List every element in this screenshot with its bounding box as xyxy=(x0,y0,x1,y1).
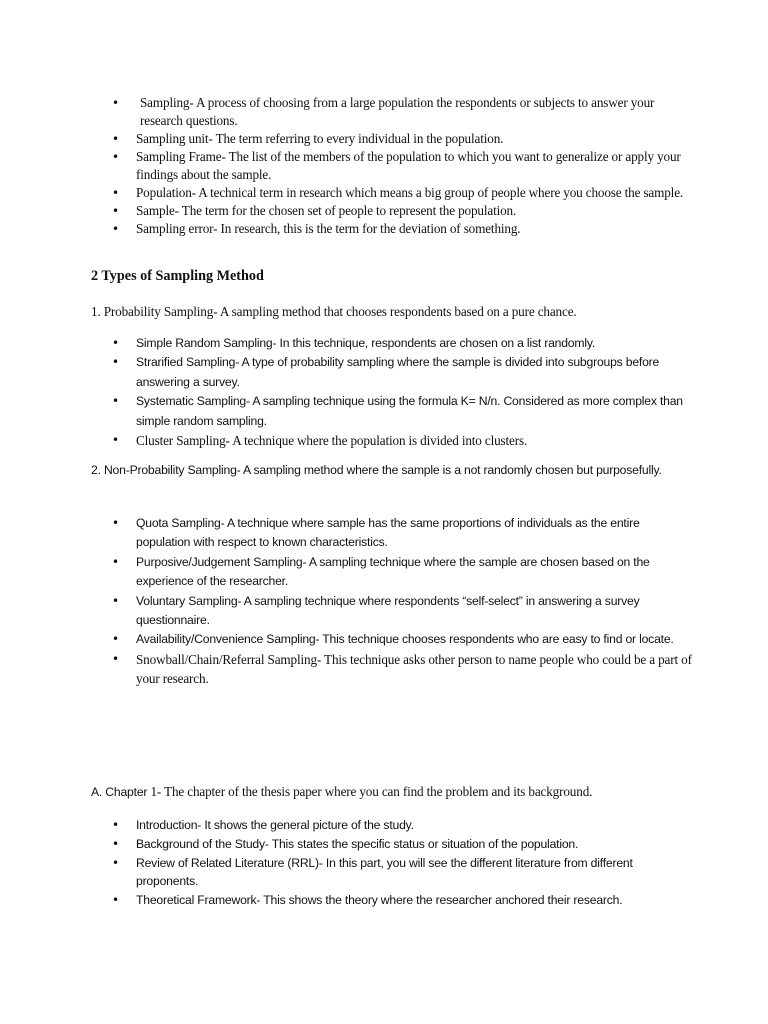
chapter-label: A. Chapter xyxy=(91,785,151,799)
list-item: • Introduction- It shows the general picture of the study. xyxy=(112,816,692,835)
non-probability-sampling-intro: 2. Non-Probability Sampling- A sampling method where the sample is a not randomly chosen but purposefully. xyxy=(91,463,662,477)
list-item: • Snowball/Chain/Referral Sampling- This technique asks other person to name people who could be a part of your research. xyxy=(112,650,692,689)
chapter-contents-list xyxy=(112,816,692,910)
definitions-list xyxy=(112,94,692,238)
list-item: • Quota Sampling- A technique where sample has the same proportions of individuals as the entire population with respect to known characteristics. xyxy=(112,514,692,553)
list-item: • Sampling error- In research, this is the term for the deviation of something. xyxy=(112,220,692,238)
list-item: • Purposive/Judgement Sampling- A sampling technique where the sample are chosen based on the experience of the researcher. xyxy=(112,553,692,592)
list-item: • Availability/Convenience Sampling- This technique chooses respondents who are easy to find or locate. xyxy=(112,630,692,649)
list-item: • Population- A technical term in research which means a big group of people where you choose the sample. xyxy=(112,184,692,202)
section-heading: 2 Types of Sampling Method xyxy=(91,268,264,284)
non-probability-sampling-list xyxy=(112,514,692,689)
list-item: • Cluster Sampling- A technique where the population is divided into clusters. xyxy=(112,431,692,450)
probability-sampling-list xyxy=(112,334,692,450)
chapter-intro xyxy=(91,783,691,801)
list-item: • Sampling unit- The term referring to every individual in the population. xyxy=(112,130,692,148)
list-item: • Sampling Frame- The list of the members of the population to which you want to generalize or apply your findings about the sample. xyxy=(112,148,692,184)
list-item: • Review of Related Literature (RRL)- In this part, you will see the different literature from different proponents. xyxy=(112,854,692,892)
probability-sampling-intro: 1. Probability Sampling- A sampling method that chooses respondents based on a pure chance. xyxy=(91,304,577,319)
chapter-description: 1- The chapter of the thesis paper where you can find the problem and its background. xyxy=(150,784,593,799)
list-item: • Strarified Sampling- A type of probability sampling where the sample is divided into subgroups before answering a survey. xyxy=(112,353,692,392)
list-item: • Voluntary Sampling- A sampling technique where respondents “self-select” in answering a survey questionnaire. xyxy=(112,592,692,631)
list-item: • Simple Random Sampling- In this technique, respondents are chosen on a list randomly. xyxy=(112,334,692,353)
list-item: • Theoretical Framework- This shows the theory where the researcher anchored their research. xyxy=(112,891,692,910)
list-item: • Sampling- A process of choosing from a large population the respondents or subjects to answer your research questions. xyxy=(112,94,692,130)
list-item: • Systematic Sampling- A sampling technique using the formula K= N/n. Considered as more complex than simple random sampling. xyxy=(112,392,692,431)
list-item: • Sample- The term for the chosen set of people to represent the population. xyxy=(112,202,692,220)
list-item: • Background of the Study- This states the specific status or situation of the population. xyxy=(112,835,692,854)
